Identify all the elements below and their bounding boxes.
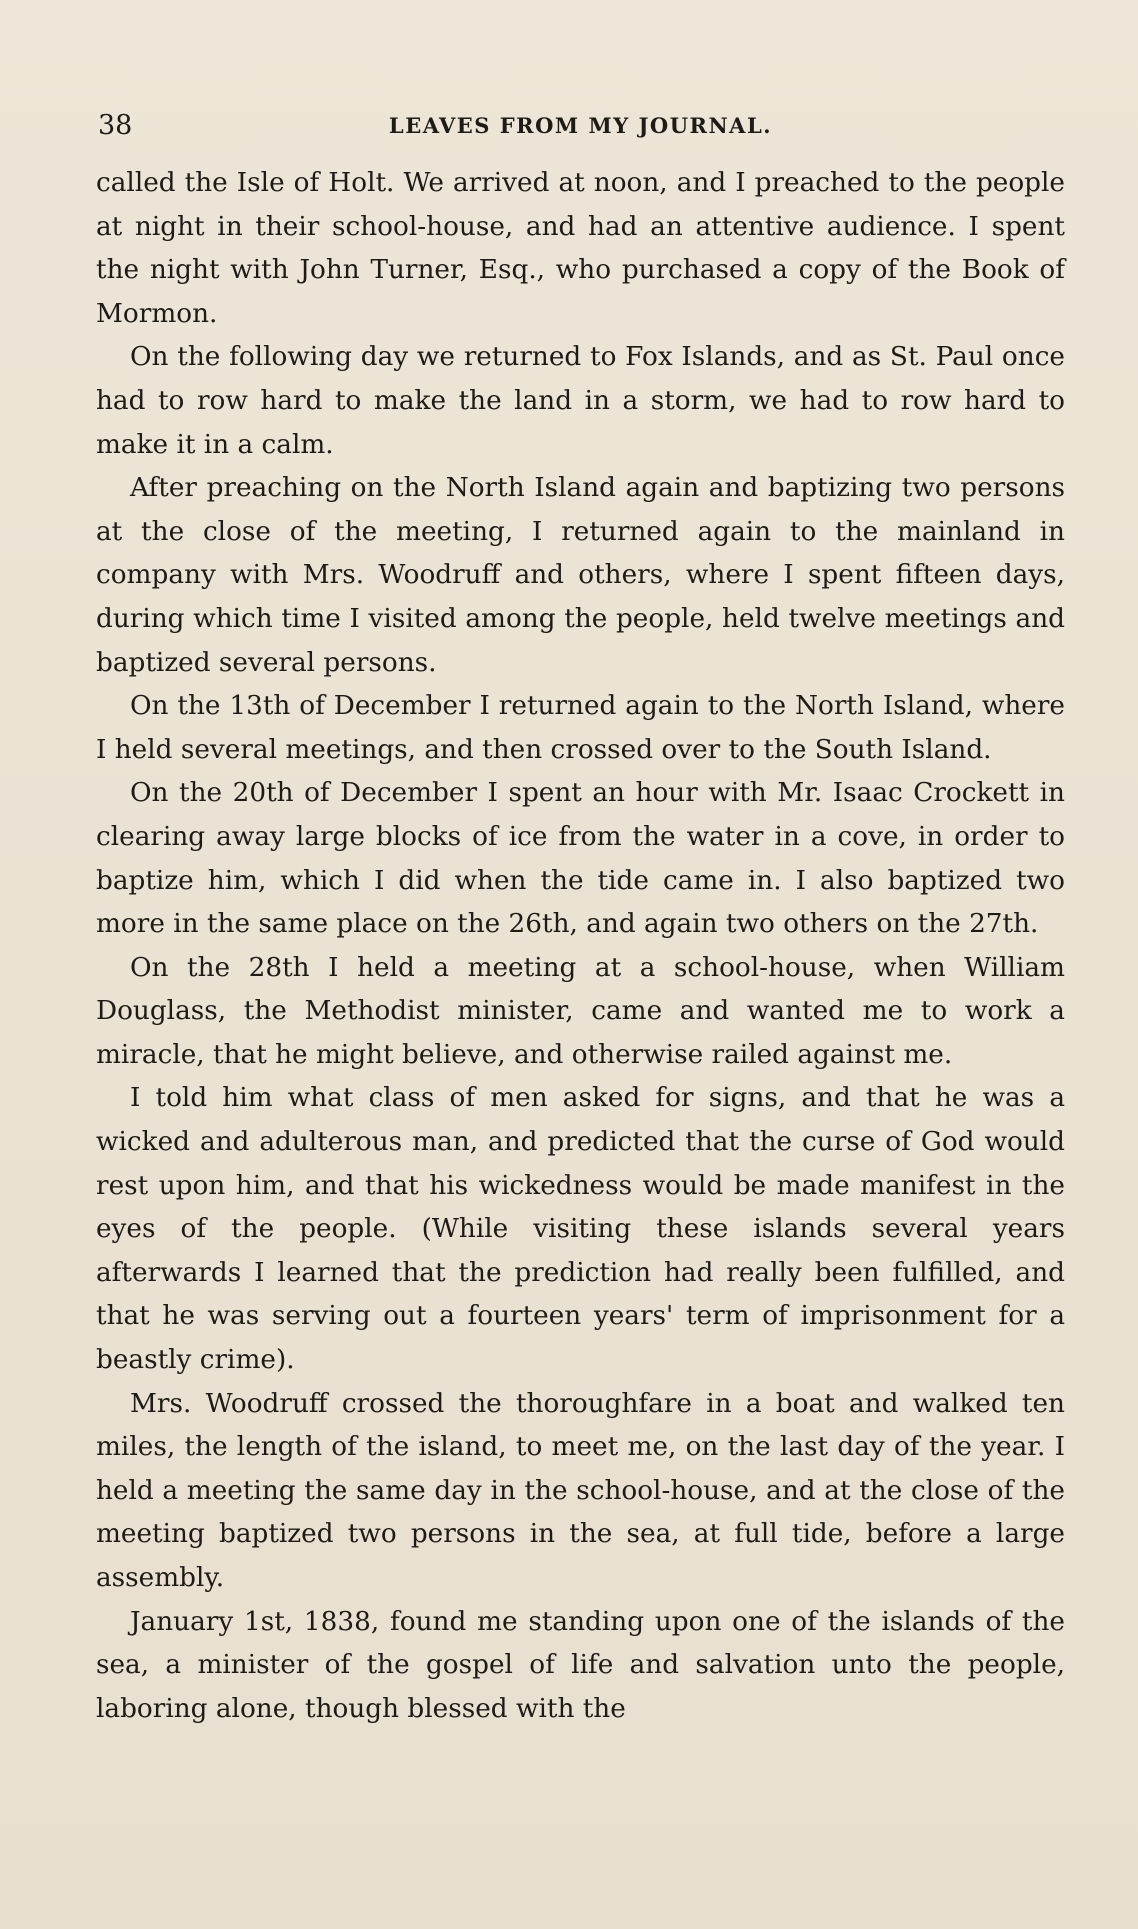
paragraph: On the 28th I held a meeting at a school-house, when William Douglass, the Methodist minister, came and wanted me to work a miracle, that he might believe, and otherwise railed against me.	[96, 952, 1065, 1070]
paragraph: I told him what class of men asked for signs, and that he was a wicked and adulterous man, and predicted that the curse of God would rest upon him, and that his wickedness would be made manifest in the eyes of the people. (While visiting these islands several years afterwards I learned that the prediction had really been fulfilled, and that he was serving out a fourteen years' term of imprisonment for a beastly crime).	[96, 1083, 1065, 1376]
running-head: LEAVES FROM MY JOURNAL.	[388, 113, 773, 138]
paragraph: January 1st, 1838, found me standing upon one of the islands of the sea, a minister of the gospel of life and salvation unto the people, laboring alone, though blessed with the	[96, 1606, 1065, 1724]
paragraph: On the 13th of December I returned again to the North Island, where I held several meetings, and then crossed over to the South Island.	[96, 691, 1065, 765]
body-text	[96, 162, 1065, 1731]
paragraph: called the Isle of Holt. We arrived at noon, and I preached to the people at night in their school-house, and had an attentive audience. I spent the night with John Turner, Esq., who purchased a copy of the Book of Mormon.	[96, 168, 1065, 329]
page-number: 38	[98, 110, 133, 141]
paragraph: On the 20th of December I spent an hour with Mr. Isaac Crockett in clearing away large blocks of ice from the water in a cove, in order to baptize him, which I did when the tide came in. I also baptized two more in the same place on the 26th, and again two others on the 27th.	[96, 778, 1065, 940]
paragraph: On the following day we returned to Fox Islands, and as St. Paul once had to row hard to make the land in a storm, we had to row hard to make it in a calm.	[96, 342, 1065, 460]
page-header	[98, 106, 1063, 146]
paragraph: Mrs. Woodruff crossed the thoroughfare in a boat and walked ten miles, the length of the island, to meet me, on the last day of the year. I held a meeting the same day in the school-house, and at the close of the meeting baptized two persons in the sea, at full tide, before a large assembly.	[96, 1388, 1065, 1593]
paragraph: After preaching on the North Island again and baptizing two persons at the close of the meeting, I returned again to the mainland in company with Mrs. Woodruff and others, where I spent fifteen days, during which time I visited among the people, held twelve meetings and baptized several persons.	[96, 473, 1065, 678]
